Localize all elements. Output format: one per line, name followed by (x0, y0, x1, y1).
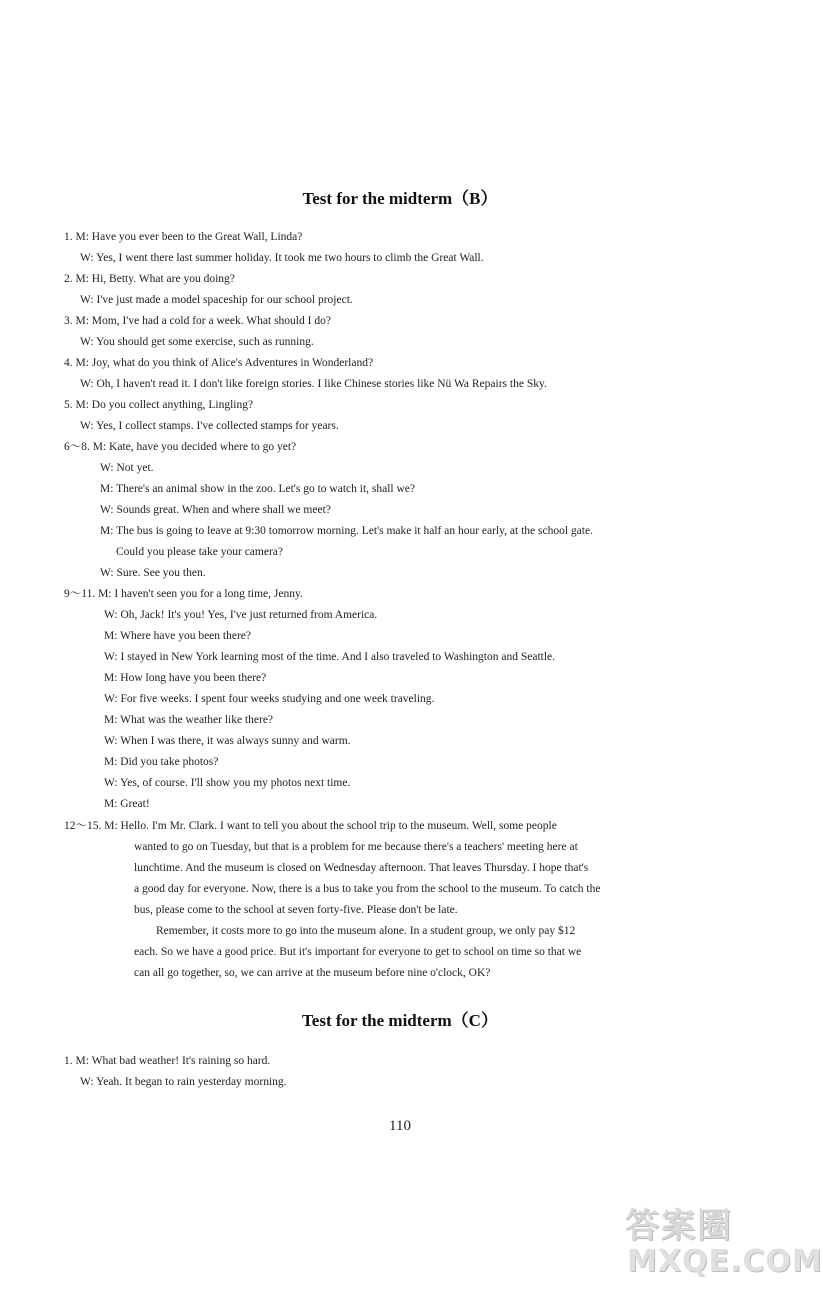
line: W: Sure. See you then. (100, 567, 206, 579)
line: 1. M: What bad weather! It's raining so hard. (64, 1055, 271, 1067)
line: 5. M: Do you collect anything, Lingling? (64, 399, 254, 411)
line: M: What was the weather like there? (104, 714, 274, 726)
line: W: For five weeks. I spent four weeks studying and one week traveling. (104, 693, 435, 705)
line: Could you please take your camera? (116, 546, 284, 558)
section-title-c: Test for the midterm（C） (302, 1011, 498, 1030)
line: M: The bus is going to leave at 9:30 tomorrow morning. Let's make it half an hour early, at the school gate. (100, 525, 593, 537)
line: lunchtime. And the museum is closed on Wednesday afternoon. That leaves Thursday. I hope that's (134, 862, 589, 874)
line: bus, please come to the school at seven forty-five. Please don't be late. (134, 904, 458, 916)
line: M: Great! (104, 798, 150, 810)
line: M: How long have you been there? (104, 672, 267, 684)
line: W: Sounds great. When and where shall we meet? (100, 504, 331, 516)
line: Remember, it costs more to go into the museum alone. In a student group, we only pay $12 (156, 925, 576, 937)
line: W: Yes, of course. I'll show you my photos next time. (104, 777, 351, 789)
line: W: I stayed in New York learning most of the time. And I also traveled to Washington and Seattle. (104, 651, 556, 663)
watermark-top-text: 答案圈 (625, 1206, 733, 1246)
line: M: There's an animal show in the zoo. Let's go to watch it, shall we? (100, 483, 415, 495)
line: W: You should get some exercise, such as running. (80, 336, 314, 348)
watermark-logo (625, 1198, 823, 1288)
line: M: Where have you been there? (104, 630, 251, 642)
line: M: Did you take photos? (104, 756, 219, 768)
line: 6～8. M: Kate, have you decided where to go yet? (64, 441, 297, 453)
line: 12～15. M: Hello. I'm Mr. Clark. I want to tell you about the school trip to the museum. Well, some people (64, 820, 557, 832)
line: W: Not yet. (100, 462, 154, 474)
line: W: Yes, I collect stamps. I've collected stamps for years. (80, 420, 339, 432)
line: wanted to go on Tuesday, but that is a problem for me because there's a teachers' meeting here at (134, 841, 578, 853)
line: W: When I was there, it was always sunny and warm. (104, 735, 351, 747)
line: W: Oh, Jack! It's you! Yes, I've just returned from America. (104, 609, 378, 621)
line: W: Yes, I went there last summer holiday. It took me two hours to climb the Great Wall. (80, 252, 484, 264)
line: 4. M: Joy, what do you think of Alice's Adventures in Wonderland? (64, 357, 374, 369)
line: each. So we have a good price. But it's important for everyone to get to school on time so that we (134, 946, 582, 958)
page-number: 110 (389, 1118, 411, 1134)
section-title-b: Test for the midterm（B） (302, 189, 498, 208)
watermark-bottom-text: MXQE.COM (627, 1244, 823, 1279)
line: W: Oh, I haven't read it. I don't like foreign stories. I like Chinese stories like Nü Wa Repairs the Sky. (80, 378, 547, 390)
line: 9～11. M: I haven't seen you for a long time, Jenny. (64, 588, 303, 600)
line: 3. M: Mom, I've had a cold for a week. What should I do? (64, 315, 331, 327)
line: 2. M: Hi, Betty. What are you doing? (64, 273, 235, 285)
line: a good day for everyone. Now, there is a bus to take you from the school to the museum. To catch the (134, 883, 601, 895)
line: W: Yeah. It began to rain yesterday morning. (80, 1076, 287, 1088)
line: can all go together, so, we can arrive at the museum before nine o'clock, OK? (134, 967, 491, 979)
line: W: I've just made a model spaceship for our school project. (80, 294, 353, 306)
line: 1. M: Have you ever been to the Great Wall, Linda? (64, 231, 303, 243)
